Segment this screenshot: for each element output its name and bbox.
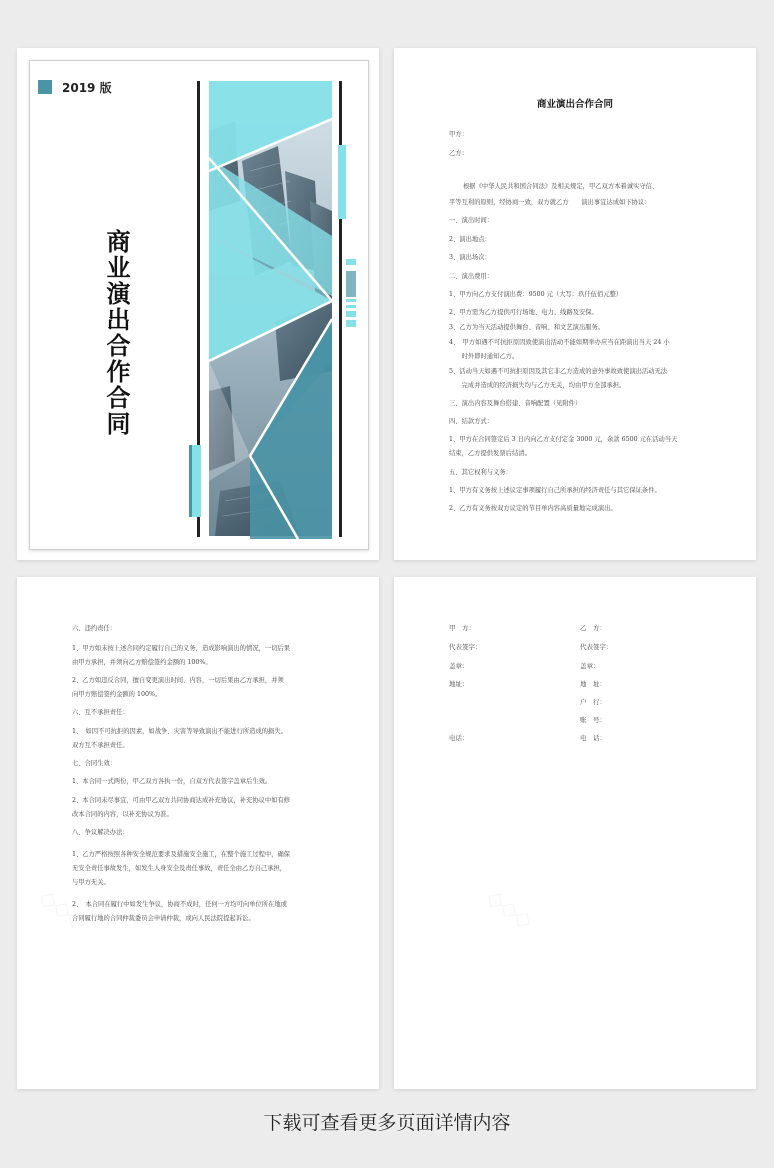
- text-line: 平等互利的原则，经协商一致，双方就乙方 演出事宜达成如下协议：: [449, 199, 651, 206]
- document-title: 商业演出合作合同: [536, 99, 613, 110]
- contract-page-3: [394, 577, 756, 1089]
- text-line: 1、甲方向乙方支付演出费：9500 元（大写：玖仟伍佰元整）: [449, 291, 623, 298]
- text-line: 2、演出地点：: [449, 236, 491, 243]
- signature-label: 盖章：: [449, 662, 469, 670]
- signature-label: 乙 方：: [580, 624, 606, 632]
- cover-year: 2019 版: [62, 81, 112, 95]
- text-line: 六、互不承担责任：: [72, 709, 129, 716]
- text-line: 三、演出内容及舞台搭建、音响配置（见附件）: [449, 400, 582, 407]
- text-line: 七、合同生效：: [72, 760, 117, 767]
- signature-label: 电 话：: [580, 734, 606, 742]
- text-line: 一、演出时间：: [449, 217, 494, 224]
- footer-caption: 下载可查看更多页面详情内容: [263, 1112, 511, 1134]
- text-line: 结束，乙方提供发票后结清。: [449, 450, 531, 457]
- watermark: [481, 885, 537, 935]
- text-line: 向甲方赔偿签约金额的 100%。: [72, 691, 162, 698]
- text-line: 5、活动当天如遇不可抗拒原因及其它非乙方造成的意外事故致使演出活动无法: [449, 368, 668, 375]
- text-line: 1、本合同一式两份，甲乙双方各执一份，自双方代表签字盖章后生效。: [72, 778, 272, 785]
- text-line: 完成并造成的经济损失均与乙方无关，均由甲方全部承担。: [449, 382, 626, 389]
- text-line: 1、甲方如未按上述合同约定履行自己的义务，造成影响演出的情况，一切后果: [72, 645, 291, 652]
- text-line: 时外即时通知乙方。: [449, 353, 519, 360]
- text-line: 八、争议解决办法：: [72, 829, 129, 836]
- text-line: 无安全责任事故发生，如发生人身安全及责任事故，责任全由乙方自己承担，: [72, 865, 287, 872]
- text-line: 甲方：: [449, 131, 468, 138]
- signature-label: 盖章：: [580, 662, 600, 670]
- text-line: 改本合同的内容，以补充协议为准。: [72, 811, 173, 818]
- text-line: 乙方：: [449, 150, 468, 157]
- signature-label: 代表签字：: [580, 643, 613, 651]
- text-line: 根据《中华人民共和国合同法》及相关规定，甲乙双方本着诚实守信、: [463, 183, 659, 190]
- cover-title: 商业演出合作合同: [102, 229, 130, 437]
- text-line: 1、乙方严格按照各种安全规范要求及措施安全施工，在整个施工过程中，确保: [72, 851, 291, 858]
- cover-artwork: [30, 61, 368, 549]
- text-line: 合同履行地的合同仲裁委员会申请仲裁，或向人民法院提起诉讼。: [72, 915, 255, 922]
- signature-label: 代表签字：: [449, 643, 482, 651]
- signature-label: 电话：: [449, 734, 469, 742]
- text-line: 2、本合同未尽事宜，可由甲乙双方共同协商达成补充协议，补充协议中如有修: [72, 797, 291, 804]
- signature-label: 户 行：: [580, 698, 606, 706]
- text-line: 2、乙方如违反合同，擅自变更演出时间、内容，一切后果由乙方承担，并须: [72, 677, 284, 684]
- text-line: 3、乙方为当天活动提供舞台、音响、和文艺演出服务。: [449, 324, 605, 331]
- contract-page-1: [394, 48, 756, 560]
- signature-label: 甲 方：: [449, 624, 475, 632]
- signature-label: 地址：: [449, 680, 469, 688]
- cover-page: [17, 48, 379, 560]
- text-line: 2、乙方有义务按双方议定的节目单内容高质量地完成演出。: [449, 505, 617, 512]
- text-line: 3、演出场次：: [449, 254, 491, 261]
- text-line: 二、演出费用：: [449, 273, 494, 280]
- text-line: 2、甲方需为乙方提供可行场地、电力、线路及安保。: [449, 309, 598, 316]
- text-line: 双方互不承担责任。: [72, 742, 129, 749]
- text-line: 1、甲方在合同签定后 3 日内向乙方支付定金 3000 元，余款 6500 元在活动当天: [449, 436, 678, 443]
- text-line: 1、甲方有义务按上述议定事项履行自己所承担的经济责任与其它保证条件。: [449, 487, 661, 494]
- text-line: 与甲方无关。: [72, 879, 110, 886]
- signature-label: 地 址：: [580, 680, 606, 688]
- text-line: 4、 甲方如遇不可抗拒原因致使演出活动不能如期举办应当在距演出当天 24 小: [449, 339, 670, 346]
- text-line: 由甲方承担，并须向乙方赔偿签约金额的 100%。: [72, 659, 212, 666]
- text-line: 1、 如因不可抗拒的因素，如战争、灾害等导致演出不能进行所造成的损失。: [72, 728, 287, 735]
- contract-page-2: [17, 577, 379, 1089]
- year-marker: [38, 80, 52, 94]
- text-line: 2、 本合同在履行中如发生争议，协商不成时，任何一方均可向单位所在地或: [72, 901, 287, 908]
- text-line: 五、其它权利与义务：: [449, 469, 512, 476]
- text-line: 四、结款方式：: [449, 418, 494, 425]
- text-line: 六、违约责任：: [72, 625, 117, 632]
- cover-sheet: [29, 60, 369, 550]
- signature-label: 账 号：: [580, 716, 606, 724]
